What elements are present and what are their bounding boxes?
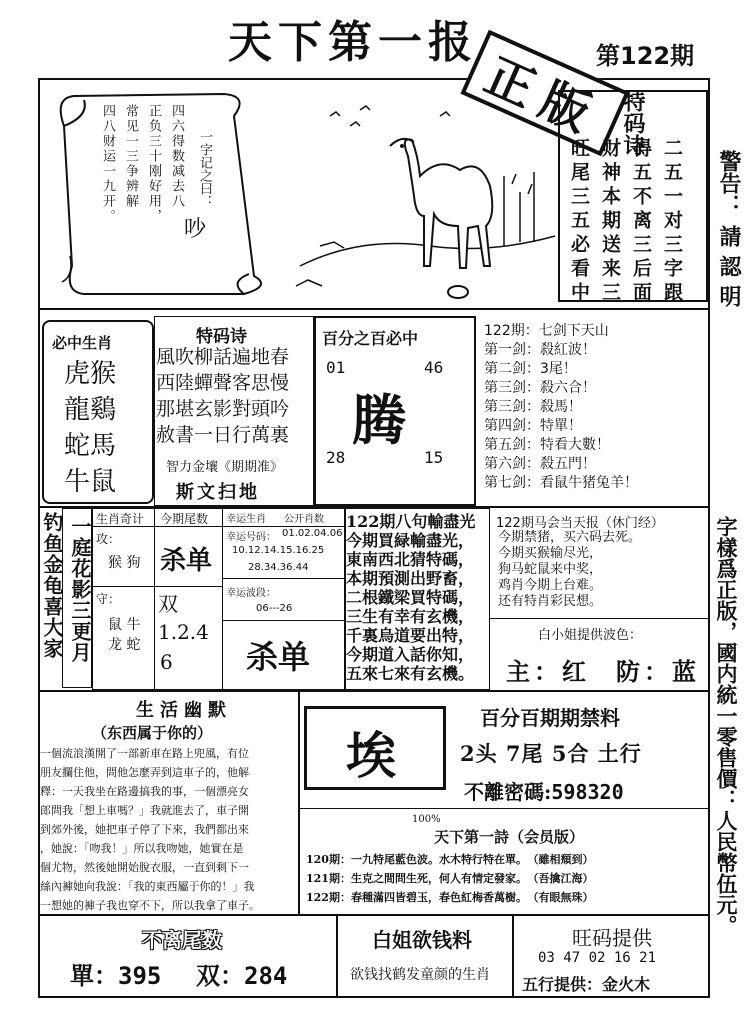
eight-line: 東南西北猜特碼， — [346, 550, 475, 569]
divider-bottom — [38, 914, 710, 916]
warning-claim: 請認明 — [716, 225, 742, 315]
vip-row: 120期：一九特尾藍色波。水木特行特在單。 （雖相頹到） — [306, 853, 594, 866]
table-header: 公开肖数 — [284, 514, 324, 525]
kill-single: 杀单 — [160, 546, 213, 576]
lucky-num-line: 28.34.36.44 — [248, 562, 309, 573]
big-char: 埃 — [346, 726, 396, 785]
left-vertical-a: 钓鱼金龟喜大家 — [40, 512, 64, 659]
tail-numbers: 1.2.4 — [158, 620, 209, 644]
eight-line: 三生有幸有玄機， — [346, 607, 475, 626]
poem-line: 那堪玄影對頭吟 — [156, 398, 290, 420]
poem-line: 财神本期送来三 — [599, 138, 621, 306]
scroll-lines — [98, 104, 186, 224]
zodiac-row: 龍鷄 — [64, 395, 117, 425]
right-notice: 字樣爲正版，國内統一零售價：人民幣伍元。 — [714, 516, 739, 936]
hundred-title: 百分之百必中 — [322, 329, 419, 348]
scroll-line: 四八财运一九开。 — [100, 104, 115, 224]
warning-label: 警告： — [716, 150, 742, 216]
scroll-line: 常见一三争辨解 — [123, 104, 138, 209]
forbidden-items: 2头 7尾 5合 土行 — [460, 741, 642, 766]
double-label: 双 — [158, 592, 178, 616]
humor-line: 一個流浪漢開了一部新車在路上兜風，有位 — [40, 747, 249, 760]
sword-line: 第四剑：特單！ — [484, 418, 582, 434]
gossip-divider — [490, 618, 710, 619]
eight-line: 千裏烏道要出特， — [346, 626, 475, 645]
eight-line: 122期八句輸盡光 — [346, 512, 476, 531]
vip-rows — [306, 850, 593, 907]
vip-badge: 100% — [412, 814, 441, 825]
hundred-num: 15 — [424, 448, 444, 467]
gong-label: 攻： — [96, 532, 121, 546]
shou-zodiacs-2: 龙 蛇 — [108, 637, 141, 653]
gossip-line: 今期买猴输尽光， — [498, 546, 603, 561]
humor-line: 釋：一天我坐在路邊搞我的事，一個漂亮女 — [40, 785, 249, 798]
gossip-line: 鸡肖今期上台难。 — [498, 578, 603, 593]
eight-line: 今期道入話你知， — [346, 645, 475, 664]
wave-guard: 防：蓝 — [616, 657, 700, 686]
shou-zodiacs-1: 鼠 牛 — [108, 617, 141, 633]
sword-line: 第三剑：殺六合！ — [484, 380, 596, 396]
shou-label: 守： — [96, 592, 121, 606]
gong-zodiacs: 猴 狗 — [108, 555, 141, 571]
forbidden-title: 百分百期期禁料 — [480, 706, 620, 730]
humor-text — [40, 744, 260, 915]
sword-line: 第二剑：3尾！ — [484, 361, 577, 377]
baijie-title: 白姐欲钱料 — [372, 928, 472, 952]
masthead-title: 天下第一报 — [228, 17, 478, 68]
humor-vdivider — [298, 692, 300, 914]
eight-line: 今期買緑輸盡光， — [346, 531, 475, 550]
gossip-title: 122期马会当天报（休门经） — [496, 516, 664, 531]
poem-line: 赦書一日行萬裏 — [156, 424, 290, 446]
hundred-num: 28 — [326, 448, 346, 467]
shuang-value: 双：284 — [196, 961, 288, 990]
zodiac-row: 蛇馬 — [64, 431, 117, 461]
sword-line: 第五剑：特看大數！ — [484, 437, 610, 453]
tail-title: 不离尾数 — [142, 928, 222, 952]
divider-lower — [38, 690, 710, 692]
scroll-line: 四六得数减去八 — [169, 104, 184, 209]
eight-line: 本期預測出野畜， — [346, 569, 475, 588]
gossip-lines — [498, 530, 641, 610]
table-rule — [222, 620, 346, 621]
table-header: 幸运生肖 — [226, 514, 266, 525]
scroll-note: 一字记之曰： — [197, 130, 212, 208]
sword-line: 122期：七剑下天山 — [484, 323, 609, 339]
vip-divider — [300, 808, 710, 809]
eight-line: 二根鐵梁買特碼， — [346, 588, 475, 607]
hundred-num: 46 — [424, 358, 444, 377]
lucky-num-line: 01.02.04.06 — [282, 528, 343, 539]
wave-label: 幸运波段： — [226, 588, 276, 599]
lucky-label: 幸运号码： — [226, 532, 276, 543]
poem-line: 風吹柳話遍地春 — [156, 346, 290, 368]
poem-title: 特码诗 — [196, 327, 247, 347]
vip-row: 121期：生克之間問生死，何人有情定發家。 （吾擒江海） — [306, 872, 594, 885]
poem-line: 二五一对三字跟 — [661, 138, 683, 306]
poem-lines — [156, 344, 289, 448]
humor-line: 一想她的褲子我也穿不下，所以我拿了車子。 — [40, 899, 260, 912]
vip-title: 天下第一詩（会员版） — [434, 828, 585, 846]
table-rule — [154, 508, 155, 690]
wangma-numbers: 03 47 02 16 21 — [538, 950, 657, 966]
wuxing: 五行提供：金火木 — [522, 975, 651, 994]
poem-line: 旺尾三五必看中 — [568, 138, 590, 306]
humor-line: ，她說：「吻我！」所以我吻她，她實在是 — [40, 842, 244, 855]
vip-row: 122期：春種滿四皆碧玉，春色紅梅香萬樹。 （有眼無珠） — [306, 891, 594, 904]
scroll-line: 正负三十刚好用， — [146, 104, 161, 224]
gossip-line: 狗马蛇鼠来中奖， — [498, 562, 603, 577]
issue-number: 第122期 — [596, 42, 695, 70]
dan-value: 單：395 — [70, 961, 162, 990]
zodiac-row: 虎猴 — [64, 359, 117, 389]
humor-title: 生活幽默 — [136, 700, 232, 721]
table-header: 今期尾数 — [160, 512, 209, 526]
divider-top — [38, 308, 710, 310]
tema-poem-top-title: 特码诗 — [620, 90, 646, 156]
seven-swords — [484, 322, 638, 493]
bottom-vdivider — [336, 914, 338, 998]
table-rule — [222, 508, 223, 690]
table-header: 生肖奇计 — [96, 512, 145, 526]
hundred-big-char: 腾 — [352, 388, 406, 452]
table-rule — [222, 578, 346, 579]
tema-poem-top-lines — [566, 138, 686, 306]
big-kill-single: 杀单 — [246, 638, 311, 676]
humor-line: 絲內褲她向我說：「我的東西屬于你的！」我 — [40, 880, 255, 893]
poem-signature: 斯文扫地 — [176, 482, 260, 503]
humor-line: 個尤物，然後她開始脫衣服，一直到剩下一 — [40, 861, 249, 874]
left-vertical-b: 一庭花影三更月 — [68, 516, 92, 663]
eight-lines — [346, 512, 475, 683]
eight-line: 五來七來有玄機。 — [346, 664, 475, 683]
table-rule — [92, 586, 222, 587]
gossip-line: 今期禁猪，买六码去死。 — [498, 530, 642, 545]
sword-line: 第六剑：殺五門！ — [484, 456, 596, 472]
genuine-stamp: 正版 — [460, 30, 629, 157]
wave-main: 主：红 — [506, 657, 590, 686]
zodiac-row: 牛鼠 — [64, 467, 117, 497]
sword-line: 第七剑：看鼠牛猪兔羊！ — [484, 475, 638, 491]
sword-line: 第三剑：殺馬！ — [484, 399, 582, 415]
wangma-title: 旺码提供 — [572, 926, 652, 950]
humor-line: 到郊外後，她把車子停了下來，我們都出來 — [40, 823, 249, 836]
zodiac-grid — [64, 356, 116, 500]
hundred-num: 01 — [326, 358, 346, 377]
poem-credit: 智力金壤《期期准》 — [166, 460, 284, 475]
scroll-answer: 吵 — [184, 217, 207, 242]
poem-line: 西陸蟬聲客思慢 — [156, 372, 290, 394]
camel-illustration — [290, 96, 560, 304]
baijie-text: 欲钱找鹤发童颜的生肖 — [350, 967, 490, 983]
zodiac-title: 必中生肖 — [52, 334, 113, 352]
wave-range: 06---26 — [256, 603, 293, 614]
wave-box-title: 白小姐提供波色： — [538, 628, 643, 643]
gossip-line: 还有特肖彩民想。 — [498, 594, 603, 609]
poem-line: 得五不离三后面 — [630, 138, 652, 306]
humor-subtitle: （东西属于你的） — [92, 724, 213, 742]
secret-code: 不離密碼:598320 — [464, 780, 624, 804]
sword-line: 第一剑：殺紅波！ — [484, 342, 596, 358]
bottom-vdivider — [512, 914, 514, 998]
lucky-num-line: 10.12.14.15.16.25 — [232, 545, 325, 556]
tail-six: 6 — [160, 650, 173, 674]
humor-line: 郎問我「想上車嗎？」我就進去了，車子開 — [40, 804, 249, 817]
humor-line: 朋友攔住他，問他怎麼弄到這車子的，他解 — [40, 766, 249, 779]
